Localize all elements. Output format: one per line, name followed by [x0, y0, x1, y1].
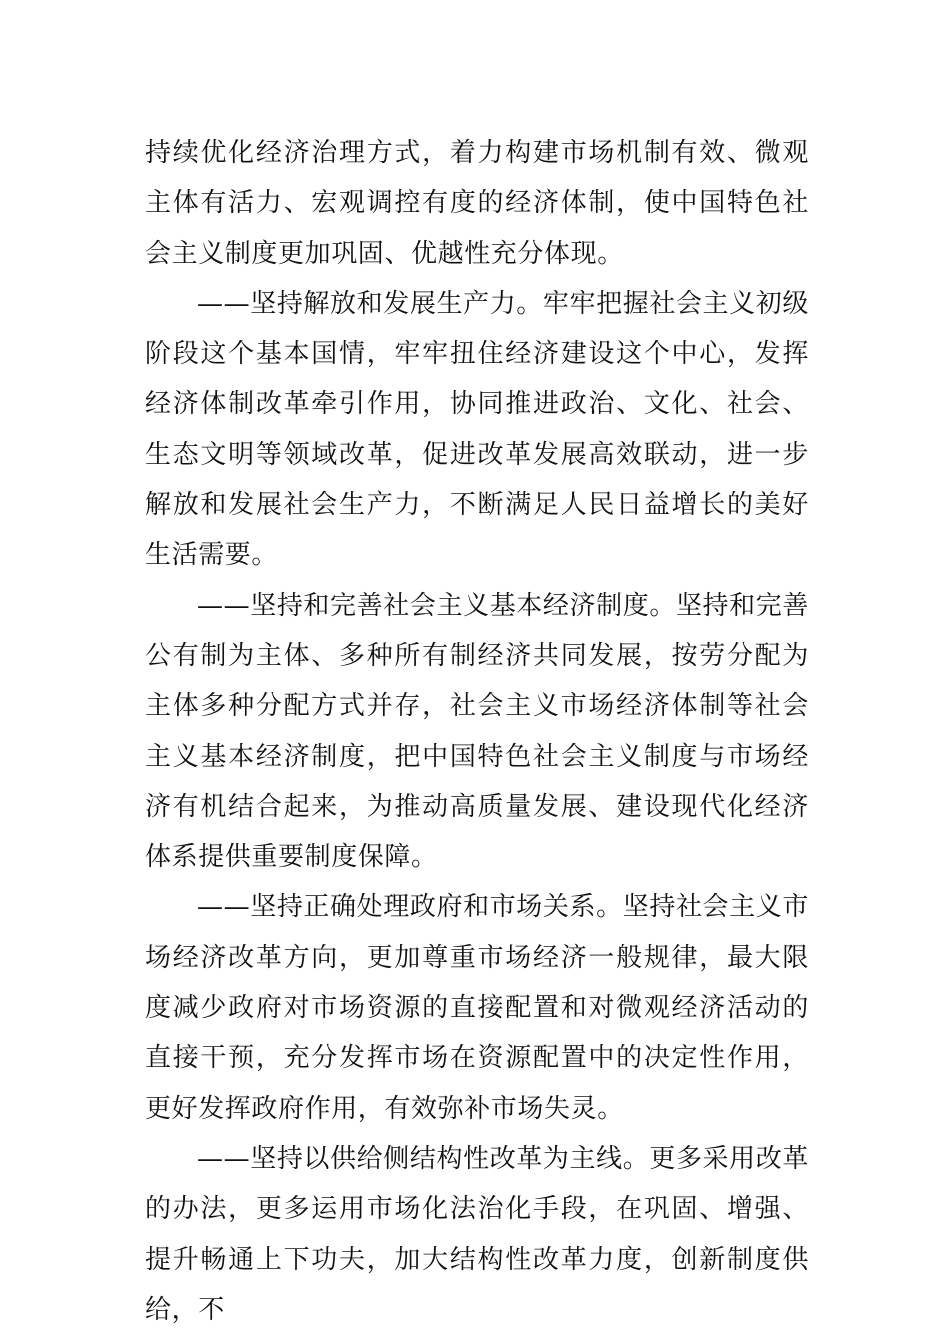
paragraph-continuation: 持续优化经济治理方式，着力构建市场机制有效、微观主体有活力、宏观调控有度的经济体制，使中国特色社会主义制度更加巩固、优越性充分体现。: [145, 138, 809, 269]
paragraph-supply-side-reform: ——坚持以供给侧结构性改革为主线。更多采用改革的办法，更多运用市场化法治化手段，在巩固、增强、提升畅通上下功夫，加大结构性改革力度，创新制度供给，不: [145, 1143, 809, 1325]
paragraph-basic-economic-system: ——坚持和完善社会主义基本经济制度。坚持和完善公有制为主体、多种所有制经济共同发展，按劳分配为主体多种分配方式并存，社会主义市场经济体制等社会主义基本经济制度，把中国特色社会主义制度与市场经济有机结合起来，为推动高质量发展、建设现代化经济体系提供重要制度保障。: [145, 590, 809, 873]
paragraph-government-market: ——坚持正确处理政府和市场关系。坚持社会主义市场经济改革方向，更加尊重市场经济一般规律，最大限度减少政府对市场资源的直接配置和对微观经济活动的直接干预，充分发挥市场在资源配置中的决定性作用，更好发挥政府作用，有效弥补市场失灵。: [145, 892, 809, 1124]
paragraph-liberate-productivity: ——坚持解放和发展生产力。牢牢把握社会主义初级阶段这个基本国情，牢牢扭住经济建设这个中心，发挥经济体制改革牵引作用，协同推进政治、文化、社会、生态文明等领域改革，促进改革发展高效联动，进一步解放和发展社会生产力，不断满足人民日益增长的美好生活需要。: [145, 288, 809, 571]
body-text: [145, 128, 809, 1335]
